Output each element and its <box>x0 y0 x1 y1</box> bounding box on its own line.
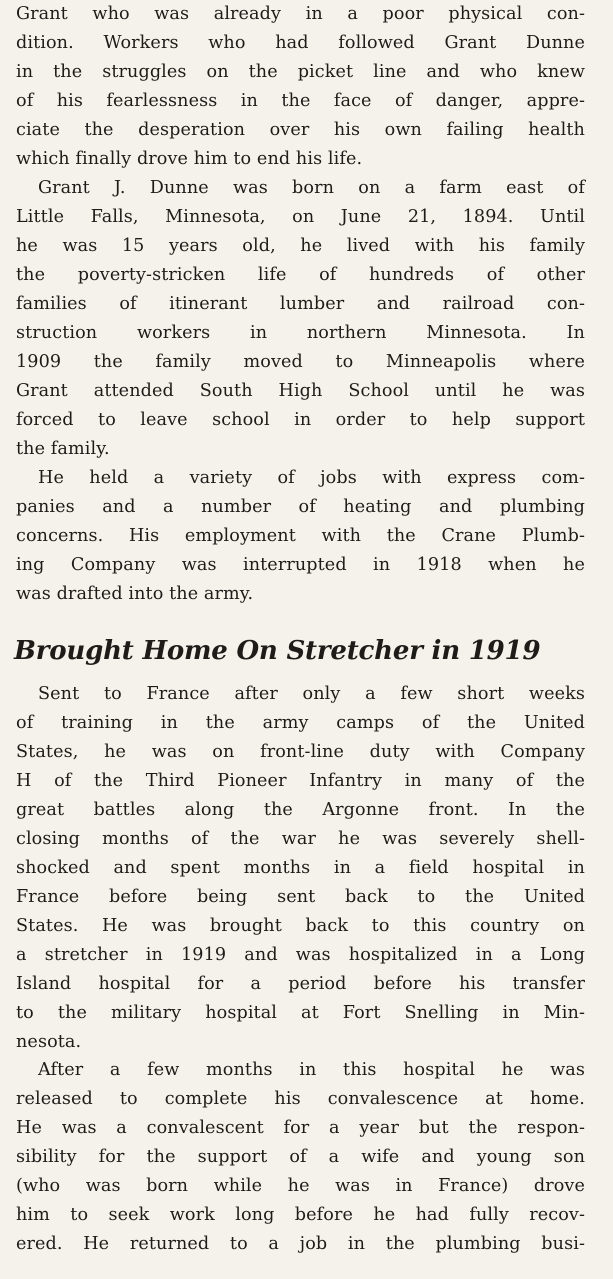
text-line: H of the Third Pioneer Infantry in many of the <box>16 771 585 791</box>
paragraph-2 <box>16 174 585 464</box>
text-line: to the military hospital at Fort Snelling in Min- <box>16 1003 585 1023</box>
text-line: released to complete his convalescence at home. <box>16 1089 585 1109</box>
text-line: families of itinerant lumber and railroad con- <box>16 294 585 314</box>
text-line: States. He was brought back to this country on <box>16 916 585 936</box>
text-line: sibility for the support of a wife and young son <box>16 1147 585 1167</box>
text-line: he was 15 years old, he lived with his family <box>16 236 585 256</box>
text-line: panies and a number of heating and plumbing <box>16 497 585 517</box>
paragraph-4 <box>16 680 585 1057</box>
text-line: dition. Workers who had followed Grant Dunne <box>16 33 585 53</box>
text-line: in the struggles on the picket line and who knew <box>16 62 585 82</box>
text-line: States, he was on front-line duty with Company <box>16 742 585 762</box>
text-line: Island hospital for a period before his transfer <box>16 974 585 994</box>
text-line: forced to leave school in order to help support <box>16 410 585 430</box>
text-line: of his fearlessness in the face of danger, appre- <box>16 91 585 111</box>
text-line: Sent to France after only a few short weeks <box>38 684 585 704</box>
text-line: Grant attended South High School until he was <box>16 381 585 401</box>
text-line: the family. <box>16 439 110 459</box>
text-line: a stretcher in 1919 and was hospitalized in a Long <box>16 945 585 965</box>
text-line: (who was born while he was in France) drove <box>16 1176 585 1196</box>
text-line: great battles along the Argonne front. In the <box>16 800 585 820</box>
text-line: closing months of the war he was severely shell- <box>16 829 585 849</box>
text-line: which finally drove him to end his life. <box>16 149 363 169</box>
text-line: Little Falls, Minnesota, on June 21, 1894. Until <box>16 207 585 227</box>
text-line: He held a variety of jobs with express com- <box>38 468 585 488</box>
text-line: nesota. <box>16 1032 82 1052</box>
text-line: shocked and spent months in a field hospital in <box>16 858 585 878</box>
text-line: struction workers in northern Minnesota. In <box>16 323 585 343</box>
text-line: was drafted into the army. <box>16 584 254 604</box>
paragraph-3 <box>16 464 585 609</box>
text-line: the poverty-stricken life of hundreds of other <box>16 265 585 285</box>
paragraph-5 <box>16 1056 585 1259</box>
text-line: Grant who was already in a poor physical con- <box>16 4 585 24</box>
text-line: Grant J. Dunne was born on a farm east of <box>38 178 585 198</box>
paragraph-1 <box>16 0 585 174</box>
text-line: He was a convalescent for a year but the respon- <box>16 1118 585 1138</box>
text-line: him to seek work long before he had fully recov- <box>16 1205 585 1225</box>
text-line: ing Company was interrupted in 1918 when he <box>16 555 585 575</box>
section-heading: Brought Home On Stretcher in 1919 <box>14 636 541 666</box>
text-line: After a few months in this hospital he was <box>38 1060 585 1080</box>
text-line: ered. He returned to a job in the plumbing busi- <box>16 1234 585 1254</box>
text-line: France before being sent back to the United <box>16 887 585 907</box>
text-line: 1909 the family moved to Minneapolis where <box>16 352 585 372</box>
text-line: concerns. His employment with the Crane Plumb- <box>16 526 585 546</box>
text-line: of training in the army camps of the United <box>16 713 585 733</box>
text-line: ciate the desperation over his own failing health <box>16 120 585 140</box>
